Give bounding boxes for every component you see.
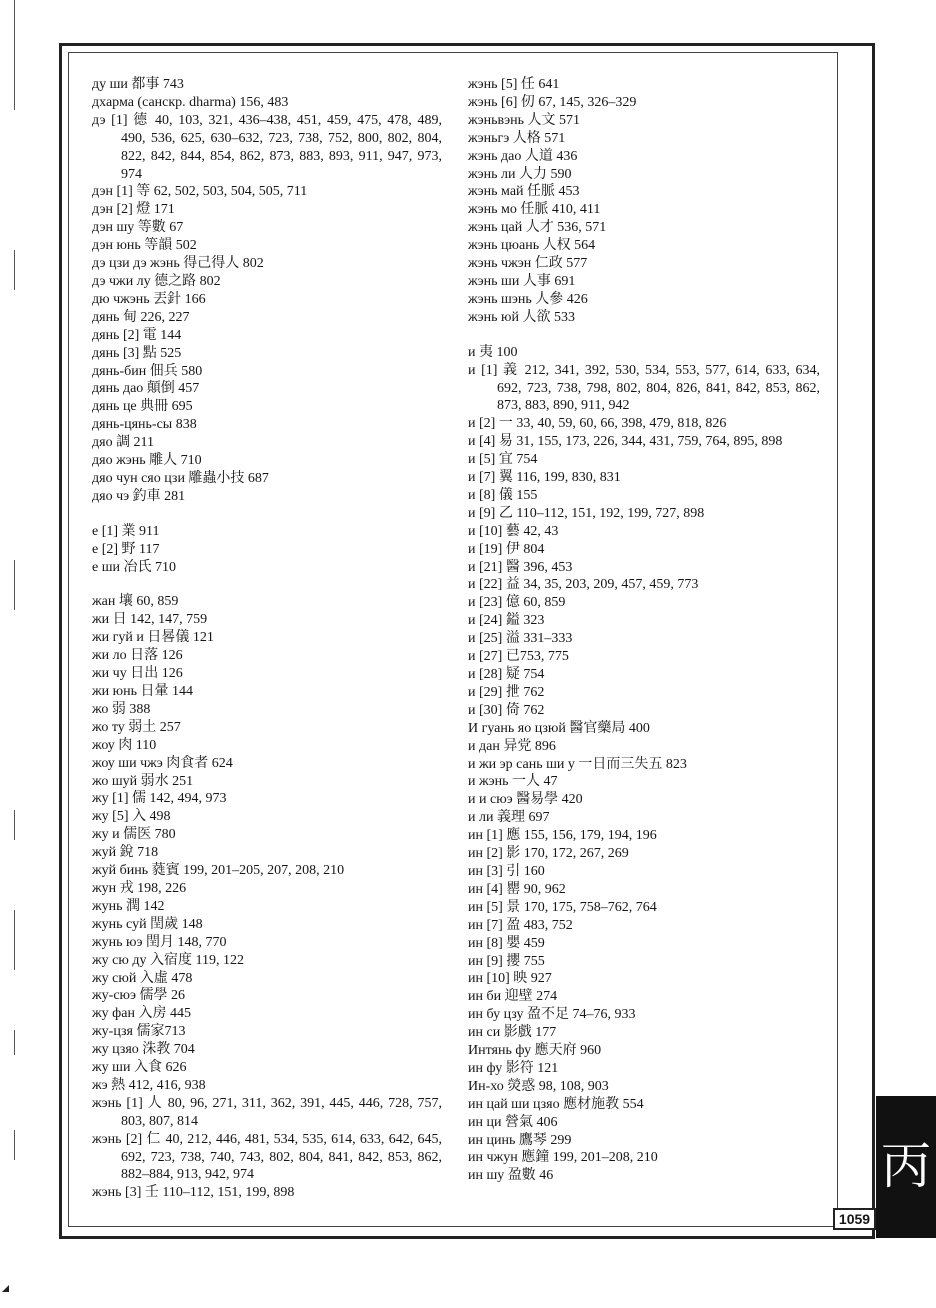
index-entry: и [19] 伊 804 [468,541,545,557]
index-entry: жэ 熱 412, 416, 938 [92,1077,206,1093]
index-entry: и жи эр сань ши у 一日而三失五 823 [468,756,687,772]
index-entry: ин [10] 映 927 [468,971,552,987]
index-entry: и [23] 億 60, 859 [468,595,566,611]
index-entry: дяо чун сяо цзи 雕蟲小技 687 [92,470,269,486]
index-entry: дэ чжи лу 德之路 802 [92,273,221,289]
index-entry: ин шу 盈數 46 [468,1168,554,1184]
index-entry: жуй бинь 蕤賓 199, 201–205, 207, 208, 210 [92,863,345,879]
index-entry: жу-сюэ 儒學 26 [92,988,186,1004]
index-entry: дэн [2] 燈 171 [92,202,175,218]
index-entry: е [2] 野 117 [92,541,160,557]
index-entry: жи чу 日出 126 [92,666,183,682]
index-entry: ин [2] 影 170, 172, 267, 269 [468,846,629,862]
index-entry: жэнь дао 人道 436 [468,148,578,164]
index-entry: и [21] 醫 396, 453 [468,559,573,575]
index-entry: жун 戎 198, 226 [92,880,187,896]
index-entry: жи гуй и 日晷儀 121 [92,630,214,646]
index-entry: жэнь [6] 仞 67, 145, 326–329 [468,94,637,110]
index-entry: жэнь юй 人欲 533 [468,309,576,325]
index-entry: жэнь ли 人力 590 [468,166,572,182]
index-entry: жэнь цюань 人权 564 [468,238,596,254]
index-entry: дянь це 典冊 695 [92,399,193,415]
index-entry: и [30] 倚 762 [468,702,545,718]
index-entry: дяо чэ 釣車 281 [92,488,186,504]
section-gap [468,327,820,344]
scan-edge-marks [0,0,20,1308]
index-entry: жи 日 142, 147, 759 [92,612,208,628]
index-entry: и [22] 益 34, 35, 203, 209, 457, 459, 773 [468,577,699,593]
index-entry: и [27] 已753, 775 [468,649,569,665]
page-number: 1059 [833,1208,876,1230]
index-entry: жэнь чжэн 仁政 577 [468,256,588,272]
index-entry: дэн юнь 等韻 502 [92,238,197,254]
index-entry: жоу ши чжэ 肉食者 624 [92,755,233,771]
index-entry: жэнь [2] 仁 40, 212, 446, 481, 534, 535, 614, 633, 642, 645, 692, 723, 738, 740, 743, 802, 804, 841, 842, 853, 862, 882–884, 913, 942, 974 [92,1131,442,1183]
index-column-right [468,76,820,1185]
index-entry: ин би 迎壁 274 [468,989,558,1005]
index-entry: жэньгэ 人格 571 [468,130,566,146]
index-entry: жу [5] 入 498 [92,809,171,825]
index-entry: ин [1] 應 155, 156, 179, 194, 196 [468,828,657,844]
index-entry: жэнь [5] 任 641 [468,77,560,92]
index-entry: и [29] 抴 762 [468,684,545,700]
index-entry: и [2] 一 33, 40, 59, 60, 66, 398, 479, 818, 826 [468,416,727,432]
index-entry: и [24] 鎰 323 [468,613,545,629]
section-gap [92,506,442,523]
index-entry: жунь 潤 142 [92,898,165,914]
index-entry: ин [5] 景 170, 175, 758–762, 764 [468,899,657,915]
index-entry: ин [3] 引 160 [468,863,545,879]
index-entry: ин цинь 鷹琴 299 [468,1132,572,1148]
thumb-index-character: 丙 [881,1137,931,1195]
index-entry: дэн [1] 等 62, 502, 503, 504, 505, 711 [92,184,308,200]
index-entry: жоу 肉 110 [92,737,157,753]
index-entry: е ши 冶氏 710 [92,559,176,575]
index-entry: и [4] 易 31, 155, 173, 226, 344, 431, 759, 764, 895, 898 [468,434,783,450]
index-entry: жи ло 日落 126 [92,648,183,664]
index-entry: и [8] 儀 155 [468,487,538,503]
index-entry: дхарма (санскр. dharma) 156, 483 [92,94,289,110]
index-entry: и [7] 翼 116, 199, 830, 831 [468,470,621,486]
index-entry: жэнь май 任脈 453 [468,184,580,200]
index-entry: жэнь цай 人才 536, 571 [468,220,607,236]
index-entry: ин си 影戲 177 [468,1025,557,1041]
index-entry: жо шуй 弱水 251 [92,773,194,789]
index-entry: дэн шу 等數 67 [92,220,184,236]
index-column-left [92,76,442,1202]
index-entry: е [1] 業 911 [92,523,160,539]
index-entry: и ли 義理 697 [468,810,550,826]
index-entry: жу и 儒医 780 [92,827,176,843]
index-entry: ин бу цзу 盈不足 74–76, 933 [468,1007,636,1023]
index-entry: жу [1] 儒 142, 494, 973 [92,791,227,807]
index-entry: ду ши 都事 743 [92,77,184,92]
index-entry: ин чжун 應鐘 199, 201–208, 210 [468,1150,658,1166]
index-entry: дянь 甸 226, 227 [92,309,190,325]
index-entry: жи юнь 日暈 144 [92,684,194,699]
index-entry: жу-цзя 儒家713 [92,1024,186,1040]
index-entry: жу ши 入食 626 [92,1060,187,1076]
index-entry: дяо 調 211 [92,435,155,451]
index-entry: ин фу 影符 121 [468,1060,559,1076]
index-entry: жунь суй 閏歲 148 [92,916,203,932]
index-entry: жо ту 弱土 257 [92,719,181,735]
index-entry: жэнь мо 任脈 410, 411 [468,202,601,218]
index-entry: и [25] 溢 331–333 [468,631,573,647]
index-entry: жу сюй 入虛 478 [92,970,193,986]
index-entry: и жэнь 一人 47 [468,774,558,790]
scan-corner-mark [2,1285,9,1292]
index-entry: ин ци 營氣 406 [468,1114,558,1130]
index-entry: Ин-хо 熒惑 98, 108, 903 [468,1078,609,1094]
index-entry: и [5] 宜 754 [468,452,538,468]
index-entry: жэнь [3] 壬 110–112, 151, 199, 898 [92,1185,295,1201]
index-entry: ин цай ши цзяо 應材施教 554 [468,1096,644,1112]
index-entry: дяо жэнь 雕人 710 [92,453,202,469]
index-entry: ин [4] 罌 90, 962 [468,881,566,897]
index-entry: жэнь ши 人事 691 [468,273,576,289]
index-entry: жэньвэнь 人文 571 [468,112,581,128]
index-entry: ин [8] 嬰 459 [468,935,545,951]
index-entry: ин [7] 盈 483, 752 [468,917,573,933]
index-entry: дю чжэнь 丟針 166 [92,291,206,307]
index-entry: И гуань яо цзюй 醫官藥局 400 [468,720,650,736]
index-entry: и [9] 乙 110–112, 151, 192, 199, 727, 898 [468,505,705,521]
index-entry: дэ цзи дэ жэнь 得己得人 802 [92,256,264,272]
index-entry: жуй 銳 718 [92,845,159,861]
index-entry: и дан 异党 896 [468,738,556,754]
index-entry: жунь юэ 閏月 148, 770 [92,934,227,950]
index-entry: дянь [3] 點 525 [92,345,182,361]
section-gap [92,576,442,593]
index-entry: жэнь [1] 人 80, 96, 271, 311, 362, 391, 445, 446, 728, 757, 803, 807, 814 [92,1095,442,1129]
index-entry: дянь дао 顛倒 457 [92,381,200,397]
index-entry: Интянь фу 應天府 960 [468,1043,602,1059]
index-entry: и и сюэ 醫易學 420 [468,792,583,808]
index-entry: жу фан 入房 445 [92,1006,191,1022]
index-entry: дянь-цянь-сы 838 [92,417,197,433]
index-entry: ин [9] 攖 755 [468,953,545,969]
index-entry: дянь-бин 佃兵 580 [92,363,203,379]
index-entry: и 夷 100 [468,344,518,360]
index-entry: жан 壤 60, 859 [92,594,179,610]
index-entry: жу сю ду 入宿度 119, 122 [92,952,244,968]
index-entry: и [1] 義 212, 341, 392, 530, 534, 553, 577, 614, 633, 634, 692, 723, 738, 798, 802, 804, 826, 841, 842, 853, 862, 873, 883, 890, 911, 942 [468,362,820,414]
index-entry: жу цзяо 洙教 704 [92,1042,195,1058]
index-entry: дянь [2] 電 144 [92,327,182,343]
index-entry: и [10] 藝 42, 43 [468,523,559,539]
index-entry: дэ [1] 德 40, 103, 321, 436–438, 451, 459, 475, 478, 489, 490, 536, 625, 630–632, 723, 738, 752, 800, 802, 804, 822, 842, 844, 854, 862, 873, 883, 893, 911, 947, 973, 974 [92,112,442,182]
index-entry: и [28] 疑 754 [468,667,545,682]
index-entry: жо 弱 388 [92,701,151,717]
index-entry: жэнь шэнь 人參 426 [468,291,588,307]
